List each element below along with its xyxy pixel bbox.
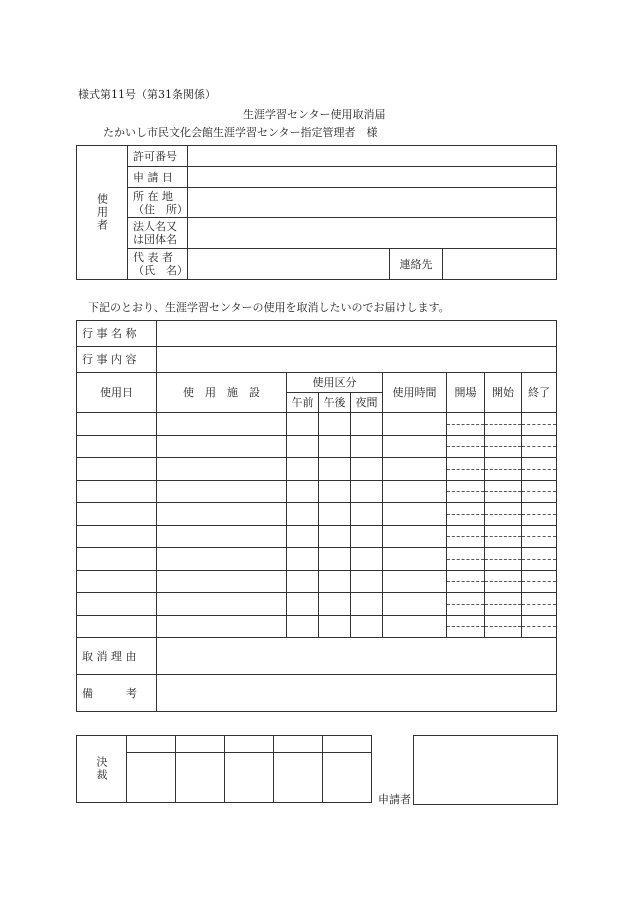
afternoon-cell[interactable]	[319, 548, 351, 571]
approval-stamp-cell[interactable]	[274, 753, 323, 803]
night-cell[interactable]	[351, 503, 383, 526]
usage-date-cell[interactable]	[77, 480, 157, 503]
afternoon-cell[interactable]	[319, 570, 351, 593]
usage-time-cell[interactable]	[383, 503, 447, 526]
usage-time-cell[interactable]	[383, 570, 447, 593]
afternoon-header: 午後	[319, 393, 351, 413]
morning-cell[interactable]	[287, 593, 319, 616]
facility-cell[interactable]	[157, 615, 287, 638]
open-cell[interactable]	[447, 503, 485, 526]
end-cell[interactable]	[522, 548, 557, 571]
open-cell[interactable]	[447, 435, 485, 458]
usage-date-cell[interactable]	[77, 570, 157, 593]
address-label: 所 在 地 （住 所）	[128, 188, 188, 218]
usage-division-header: 使用区分	[287, 373, 383, 393]
night-cell[interactable]	[351, 435, 383, 458]
usage-date-cell[interactable]	[77, 593, 157, 616]
end-cell[interactable]	[522, 593, 557, 616]
usage-date-cell[interactable]	[77, 548, 157, 571]
facility-cell[interactable]	[157, 525, 287, 548]
afternoon-cell[interactable]	[319, 480, 351, 503]
facility-cell[interactable]	[157, 435, 287, 458]
afternoon-cell[interactable]	[319, 615, 351, 638]
applicant-stamp-box[interactable]	[413, 735, 558, 805]
contact-field[interactable]	[443, 249, 557, 280]
usage-row	[77, 480, 557, 503]
morning-header: 午前	[287, 393, 319, 413]
usage-row	[77, 593, 557, 616]
start-header: 開始	[485, 373, 522, 413]
organization-label: 法人名又 は団体名	[128, 218, 188, 249]
usage-row	[77, 435, 557, 458]
form-number: 様式第11号（第31条関係）	[78, 88, 216, 101]
approval-table	[76, 735, 372, 803]
statement-text: 下記のとおり、生涯学習センターの使用を取消したいのでお届けします。	[88, 301, 450, 314]
usage-row	[77, 615, 557, 638]
morning-cell[interactable]	[287, 458, 319, 481]
facility-cell[interactable]	[157, 503, 287, 526]
cancel-reason-label: 取 消 理 由	[77, 638, 157, 675]
contact-label: 連絡先	[390, 249, 443, 280]
representative-field[interactable]	[188, 249, 390, 280]
end-cell[interactable]	[522, 615, 557, 638]
end-cell[interactable]	[522, 413, 557, 436]
night-cell[interactable]	[351, 525, 383, 548]
end-cell[interactable]	[522, 570, 557, 593]
applicant-table	[76, 145, 557, 280]
open-cell[interactable]	[447, 615, 485, 638]
usage-date-cell[interactable]	[77, 615, 157, 638]
start-cell[interactable]	[485, 593, 522, 616]
usage-row	[77, 570, 557, 593]
event-name-field[interactable]	[157, 321, 557, 347]
morning-cell[interactable]	[287, 480, 319, 503]
morning-cell[interactable]	[287, 503, 319, 526]
start-cell[interactable]	[485, 615, 522, 638]
morning-cell[interactable]	[287, 570, 319, 593]
afternoon-cell[interactable]	[319, 525, 351, 548]
open-cell[interactable]	[447, 525, 485, 548]
document-title: 生涯学習センター使用取消届	[243, 108, 386, 121]
usage-row	[77, 413, 557, 436]
approval-label: 決裁	[77, 736, 127, 803]
end-header: 終了	[522, 373, 557, 413]
morning-cell[interactable]	[287, 413, 319, 436]
application-date-field[interactable]	[188, 167, 557, 188]
facility-cell[interactable]	[157, 548, 287, 571]
permit-number-field[interactable]	[188, 146, 557, 167]
usage-table	[76, 320, 557, 712]
facility-cell[interactable]	[157, 413, 287, 436]
end-cell[interactable]	[522, 525, 557, 548]
approval-header-cell	[225, 736, 274, 753]
end-cell[interactable]	[522, 503, 557, 526]
night-cell[interactable]	[351, 570, 383, 593]
usage-time-cell[interactable]	[383, 615, 447, 638]
night-cell[interactable]	[351, 413, 383, 436]
approval-header-cell	[127, 736, 176, 753]
approval-header-cell	[176, 736, 225, 753]
approval-stamp-cell[interactable]	[127, 753, 176, 803]
end-cell[interactable]	[522, 458, 557, 481]
start-cell[interactable]	[485, 570, 522, 593]
afternoon-cell[interactable]	[319, 593, 351, 616]
night-cell[interactable]	[351, 480, 383, 503]
facility-cell[interactable]	[157, 570, 287, 593]
afternoon-cell[interactable]	[319, 435, 351, 458]
approval-stamp-cell[interactable]	[323, 753, 372, 803]
facility-header: 使 用 施 設	[157, 373, 287, 413]
usage-time-cell[interactable]	[383, 435, 447, 458]
usage-time-cell[interactable]	[383, 593, 447, 616]
open-cell[interactable]	[447, 413, 485, 436]
event-content-field[interactable]	[157, 347, 557, 373]
approval-header-cell	[323, 736, 372, 753]
usage-date-cell[interactable]	[77, 525, 157, 548]
approval-header-cell	[274, 736, 323, 753]
representative-label: 代 表 者 （氏 名）	[128, 249, 188, 280]
afternoon-cell[interactable]	[319, 458, 351, 481]
morning-cell[interactable]	[287, 615, 319, 638]
open-cell[interactable]	[447, 480, 485, 503]
usage-date-cell[interactable]	[77, 458, 157, 481]
facility-cell[interactable]	[157, 480, 287, 503]
usage-row	[77, 548, 557, 571]
morning-cell[interactable]	[287, 548, 319, 571]
open-cell[interactable]	[447, 548, 485, 571]
application-date-label: 申 請 日	[128, 167, 188, 188]
open-cell[interactable]	[447, 593, 485, 616]
facility-cell[interactable]	[157, 458, 287, 481]
usage-date-cell[interactable]	[77, 435, 157, 458]
start-cell[interactable]	[485, 503, 522, 526]
start-cell[interactable]	[485, 480, 522, 503]
cancel-reason-field[interactable]	[157, 638, 557, 675]
approval-stamp-cell[interactable]	[176, 753, 225, 803]
usage-row	[77, 525, 557, 548]
usage-time-header: 使用時間	[383, 373, 447, 413]
event-content-label: 行 事 内 容	[77, 347, 157, 373]
applicant-label: 申請者	[378, 793, 411, 806]
usage-row	[77, 458, 557, 481]
start-cell[interactable]	[485, 458, 522, 481]
night-cell[interactable]	[351, 593, 383, 616]
open-cell[interactable]	[447, 458, 485, 481]
facility-cell[interactable]	[157, 593, 287, 616]
usage-row	[77, 503, 557, 526]
start-cell[interactable]	[485, 413, 522, 436]
start-cell[interactable]	[485, 525, 522, 548]
night-cell[interactable]	[351, 615, 383, 638]
addressee: たかいし市民文化会館生涯学習センター指定管理者 様	[103, 126, 378, 139]
usage-time-cell[interactable]	[383, 525, 447, 548]
night-cell[interactable]	[351, 548, 383, 571]
night-cell[interactable]	[351, 458, 383, 481]
applicant-section-label: 使用者	[77, 146, 128, 280]
afternoon-cell[interactable]	[319, 413, 351, 436]
open-cell[interactable]	[447, 570, 485, 593]
end-cell[interactable]	[522, 435, 557, 458]
usage-date-cell[interactable]	[77, 503, 157, 526]
morning-cell[interactable]	[287, 435, 319, 458]
start-cell[interactable]	[485, 548, 522, 571]
usage-time-cell[interactable]	[383, 480, 447, 503]
afternoon-cell[interactable]	[319, 503, 351, 526]
usage-time-cell[interactable]	[383, 548, 447, 571]
morning-cell[interactable]	[287, 525, 319, 548]
permit-number-label: 許可番号	[128, 146, 188, 167]
usage-time-cell[interactable]	[383, 413, 447, 436]
address-field[interactable]	[188, 188, 557, 218]
remarks-field[interactable]	[157, 675, 557, 712]
remarks-label: 備 考	[77, 675, 157, 712]
open-header: 開場	[447, 373, 485, 413]
night-header: 夜間	[351, 393, 383, 413]
start-cell[interactable]	[485, 435, 522, 458]
approval-stamp-cell[interactable]	[225, 753, 274, 803]
usage-date-cell[interactable]	[77, 413, 157, 436]
event-name-label: 行 事 名 称	[77, 321, 157, 347]
end-cell[interactable]	[522, 480, 557, 503]
organization-field[interactable]	[188, 218, 557, 249]
usage-date-header: 使用日	[77, 373, 157, 413]
usage-time-cell[interactable]	[383, 458, 447, 481]
